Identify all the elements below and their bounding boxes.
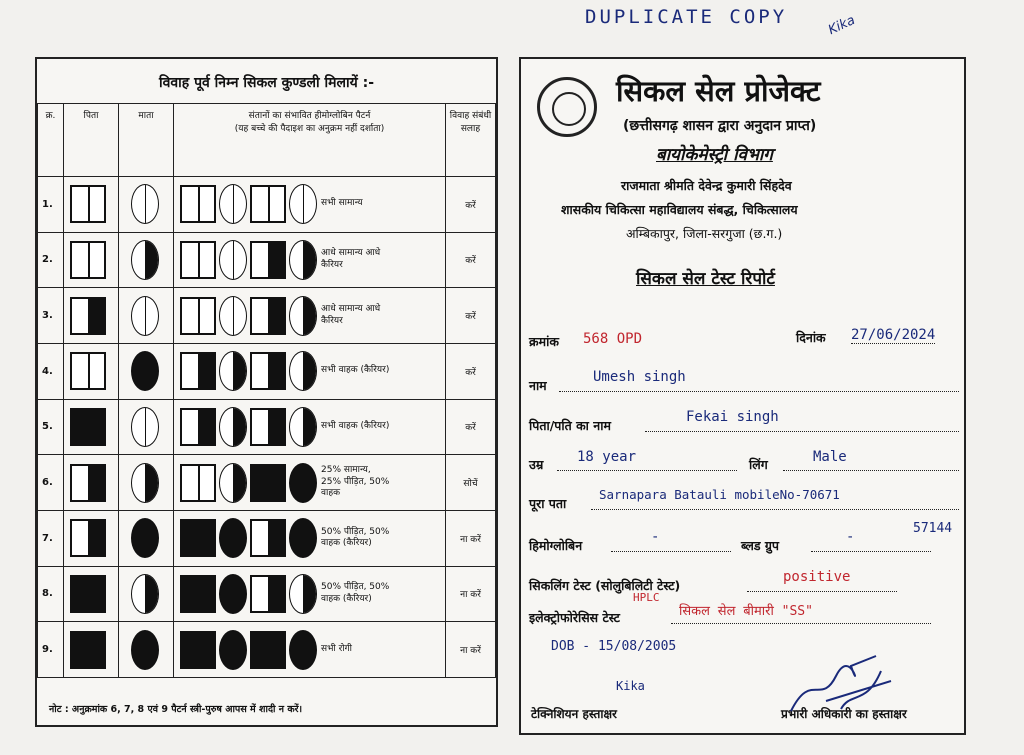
blood-group-label: ब्लड ग्रुप [741,538,780,553]
hplc-note: HPLC [633,591,660,604]
technician-signature-label: टेक्निशियन हस्ताक्षर [531,707,617,721]
children-genes [174,232,446,288]
pattern-description: सभी वाहक (कैरियर) [321,421,390,432]
square-gene-normal-icon [70,352,106,390]
pattern-description: आधे सामान्य आधे कैरियर [321,303,381,326]
oval-gene-affected-icon [219,630,247,670]
row-number: 1. [38,177,64,233]
kundli-row [38,232,496,288]
oval-gene-carrier-icon [131,574,159,614]
kundli-row [38,622,496,678]
father-gene [64,399,119,455]
oval-gene-carrier-icon [219,407,247,447]
father-gene [64,343,119,399]
address-value-cont: 57144 [913,521,953,536]
square-gene-carrier-icon [250,408,286,446]
father-gene [64,455,119,511]
col-header-no: क्र. [38,104,64,177]
marriage-advice: सोचें [446,455,496,511]
mother-gene [119,622,174,678]
dob-note: DOB - 15/08/2005 [551,639,677,654]
kundli-row [38,343,496,399]
serial-label: क्रमांक [529,334,559,349]
mother-gene [119,455,174,511]
father-gene [64,566,119,622]
oval-gene-carrier-icon [289,240,317,280]
oval-gene-carrier-icon [289,407,317,447]
oval-gene-affected-icon [219,518,247,558]
father-gene [64,510,119,566]
college-emblem-icon [537,77,597,137]
children-genes [174,510,446,566]
col-header-children [174,104,446,177]
chart-note: नोट : अनुक्रमांक 6, 7, 8 एवं 9 पैटर्न स्त्री-पुरुष आपस में शादी न करें। [49,704,303,715]
marriage-advice: ना करें [446,566,496,622]
oval-gene-carrier-icon [219,463,247,503]
row-number: 4. [38,343,64,399]
kundli-row [38,455,496,511]
square-gene-normal-icon [180,297,216,335]
square-gene-carrier-icon [70,297,106,335]
father-value: Fekai singh [686,409,779,425]
children-genes [174,177,446,233]
sickling-value: positive [783,569,851,585]
marriage-advice: ना करें [446,622,496,678]
duplicate-copy-note: DUPLICATE COPY [585,6,788,28]
address-line-2: शासकीय चिकित्सा महाविद्यालय संबद्ध, चिकित्सालय [561,202,798,217]
square-gene-normal-icon [180,185,216,223]
children-genes [174,455,446,511]
mother-gene [119,232,174,288]
oval-gene-carrier-icon [131,240,159,280]
report-title: सिकल सेल टेस्ट रिपोर्ट [636,269,775,289]
project-title: सिकल सेल प्रोजेक्ट [616,74,821,108]
oval-gene-affected-icon [131,351,159,391]
age-value: 18 year [577,449,637,465]
name-value: Umesh singh [593,369,686,385]
square-gene-carrier-icon [250,575,286,613]
address-label: पूरा पता [529,496,567,511]
sickling-label: सिकलिंग टेस्ट (सोलुबिलिटी टेस्ट) [529,578,681,593]
square-gene-carrier-icon [180,408,216,446]
blood-group-value: - [846,529,855,545]
square-gene-affected-icon [70,631,106,669]
row-number: 2. [38,232,64,288]
square-gene-carrier-icon [250,241,286,279]
top-initials: Kika [826,12,858,39]
gender-label: लिंग [749,457,768,472]
square-gene-normal-icon [70,185,106,223]
children-genes [174,343,446,399]
father-gene [64,288,119,344]
address-line-1: राजमाता श्रीमति देवेन्द्र कुमारी सिंहदेव [621,178,792,193]
square-gene-affected-icon [250,631,286,669]
name-label: नाम [529,378,547,393]
pattern-description: आधे सामान्य आधे कैरियर [321,248,381,270]
square-gene-carrier-icon [70,464,106,502]
col-header-mother: माता [119,104,174,177]
square-gene-affected-icon [70,408,106,446]
square-gene-carrier-icon [180,352,216,390]
square-gene-carrier-icon [70,519,106,557]
mother-gene [119,399,174,455]
oval-gene-affected-icon [131,518,159,558]
row-number: 7. [38,510,64,566]
oval-gene-carrier-icon [289,351,317,391]
pattern-description: 25% सामान्य, 25% पीड़ित, 50% वाहक [321,465,390,499]
square-gene-affected-icon [250,464,286,502]
col-header-father: पिता [64,104,119,177]
row-number: 3. [38,288,64,344]
date-label: दिनांक [796,330,826,345]
pattern-description: सभी रोगी [321,643,353,654]
pattern-description: 50% पीड़ित, 50% वाहक (कैरियर) [321,526,390,549]
mother-gene [119,288,174,344]
oval-gene-affected-icon [131,630,159,670]
kundli-row [38,177,496,233]
children-genes [174,566,446,622]
oval-gene-affected-icon [289,630,317,670]
kundli-table [37,103,496,678]
square-gene-normal-icon [250,185,286,223]
oval-gene-affected-icon [289,463,317,503]
kundli-row [38,399,496,455]
serial-value: 568 OPD [583,331,643,347]
children-header-line1: संतानों का संभावित हीमोग्लोबिन पैटर्न [248,111,371,121]
marriage-advice: ना करें [446,510,496,566]
date-value: 27/06/2024 [851,327,936,343]
oval-gene-carrier-icon [289,296,317,336]
pattern-description: सभी वाहक (कैरियर) [321,365,390,376]
electrophoresis-value: सिकल सेल बीमारी "SS" [679,604,813,619]
oval-gene-carrier-icon [131,463,159,503]
oval-gene-carrier-icon [289,574,317,614]
children-genes [174,622,446,678]
square-gene-affected-icon [180,575,216,613]
children-genes [174,399,446,455]
kundli-row [38,566,496,622]
mother-gene [119,343,174,399]
row-number: 5. [38,399,64,455]
father-gene [64,622,119,678]
oval-gene-normal-icon [219,240,247,280]
square-gene-normal-icon [180,464,216,502]
pattern-description: 50% पीड़ित, 50% वाहक (कैरियर) [321,582,390,604]
oval-gene-carrier-icon [219,351,247,391]
marriage-advice: करें [446,288,496,344]
square-gene-affected-icon [70,575,106,613]
kundli-row [38,510,496,566]
square-gene-carrier-icon [250,297,286,335]
officer-signature-label: प्रभारी अधिकारी का हस्ताक्षर [781,707,907,721]
gender-value: Male [813,449,847,465]
oval-gene-affected-icon [289,518,317,558]
oval-gene-affected-icon [219,574,247,614]
oval-gene-normal-icon [131,407,159,447]
oval-gene-normal-icon [289,184,317,224]
marriage-advice: करें [446,177,496,233]
square-gene-normal-icon [180,241,216,279]
marriage-advice: करें [446,343,496,399]
pattern-description: सभी सामान्य [321,198,363,209]
marriage-advice: करें [446,399,496,455]
father-gene [64,232,119,288]
square-gene-affected-icon [180,519,216,557]
children-header-line2: (यह बच्चे की पैदाइश का अनुक्रम नहीं दर्शाता) [234,124,385,134]
father-label: पिता/पति का नाम [529,418,611,433]
kundli-row [38,288,496,344]
square-gene-carrier-icon [250,519,286,557]
grant-line: (छत्तीसगढ़ शासन द्वारा अनुदान प्राप्त) [623,118,817,134]
oval-gene-normal-icon [219,296,247,336]
electrophoresis-label: इलेक्ट्रोफोरेसिस टेस्ट [529,610,620,625]
mother-gene [119,566,174,622]
row-number: 9. [38,622,64,678]
department-name: बायोकेमेस्ट्री विभाग [656,145,773,165]
hemoglobin-label: हिमोग्लोबिन [529,538,583,553]
row-number: 8. [38,566,64,622]
officer-signature-scribble [781,651,901,721]
sickle-cell-report [519,57,966,735]
age-label: उम्र [529,457,544,472]
oval-gene-normal-icon [131,184,159,224]
square-gene-carrier-icon [250,352,286,390]
square-gene-affected-icon [180,631,216,669]
mother-gene [119,510,174,566]
marriage-advice: करें [446,232,496,288]
col-header-advice: विवाह संबंधी सलाह [446,104,496,177]
square-gene-normal-icon [70,241,106,279]
oval-gene-normal-icon [131,296,159,336]
sickle-kundli-chart [35,57,498,727]
technician-initials: Kika [616,679,645,693]
address-line-3: अम्बिकापुर, जिला-सरगुजा (छ.ग.) [626,226,783,241]
mother-gene [119,177,174,233]
row-number: 6. [38,455,64,511]
children-genes [174,288,446,344]
hemoglobin-value: - [651,529,660,545]
oval-gene-normal-icon [219,184,247,224]
address-value: Sarnapara Batauli mobileNo-70671 [599,487,840,502]
father-gene [64,177,119,233]
chart-title: विवाह पूर्व निम्न सिकल कुण्डली मिलायें :- [158,75,375,91]
